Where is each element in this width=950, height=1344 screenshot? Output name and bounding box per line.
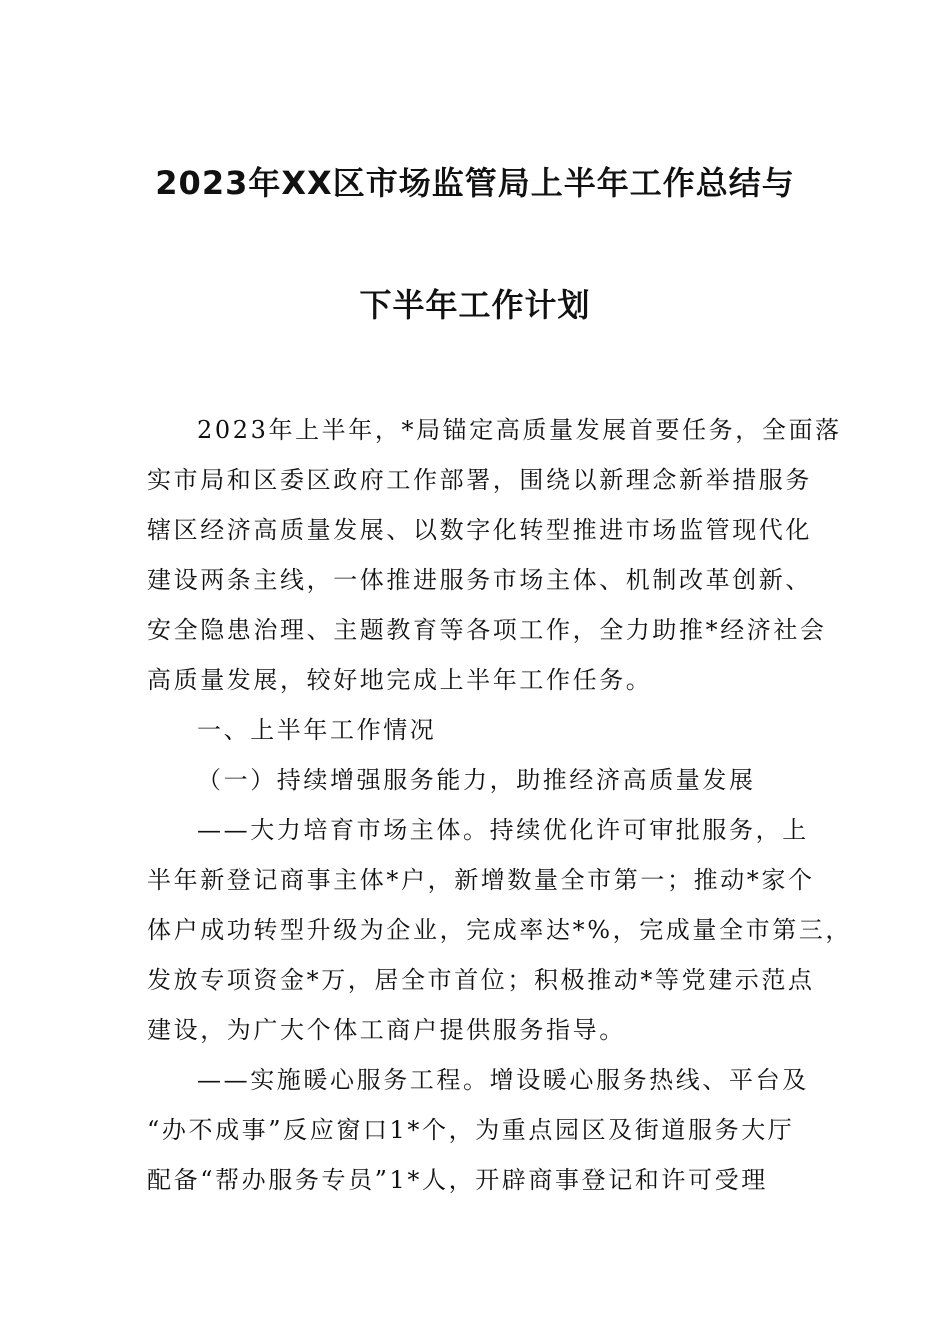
body-line-16: 配备“帮办服务专员”1*人，开辟商事登记和许可受理 — [147, 1166, 768, 1194]
body-line-15: “办不成事”反应窗口1*个，为重点园区及街道服务大厅 — [147, 1116, 795, 1144]
body-line-1: 2023年上半年，*局锚定高质量发展首要任务，全面落 — [197, 416, 842, 444]
body-line-14: ——实施暖心服务工程。增设暖心服务热线、平台及 — [197, 1066, 809, 1094]
document-title-line-2: 下半年工作计划 — [359, 286, 591, 324]
body-line-6: 高质量发展，较好地完成上半年工作任务。 — [147, 666, 653, 694]
body-line-2: 实市局和区委区政府工作部署，围绕以新理念新举措服务 — [147, 466, 812, 494]
subsection-heading-1: （一）持续增强服务能力，助推经济高质量发展 — [197, 766, 756, 794]
body-line-13: 建设，为广大个体工商户提供服务指导。 — [147, 1016, 626, 1044]
body-line-4: 建设两条主线，一体推进服务市场主体、机制改革创新、 — [147, 566, 812, 594]
body-line-12: 发放专项资金*万，居全市首位；积极推动*等党建示范点 — [147, 966, 815, 994]
body-line-5: 安全隐患治理、主题教育等各项工作，全力助推*经济社会 — [147, 616, 827, 644]
body-line-11: 体户成功转型升级为企业，完成率达*%，完成量全市第三， — [147, 916, 853, 944]
body-line-3: 辖区经济高质量发展、以数字化转型推进市场监管现代化 — [147, 516, 812, 544]
document-title-line-1: 2023年XX区市场监管局上半年工作总结与 — [155, 164, 795, 202]
body-line-9: ——大力培育市场主体。持续优化许可审批服务，上 — [197, 816, 809, 844]
body-line-10: 半年新登记商事主体*户，新增数量全市第一；推动*家个 — [147, 866, 815, 894]
section-heading-1: 一、上半年工作情况 — [197, 716, 437, 744]
